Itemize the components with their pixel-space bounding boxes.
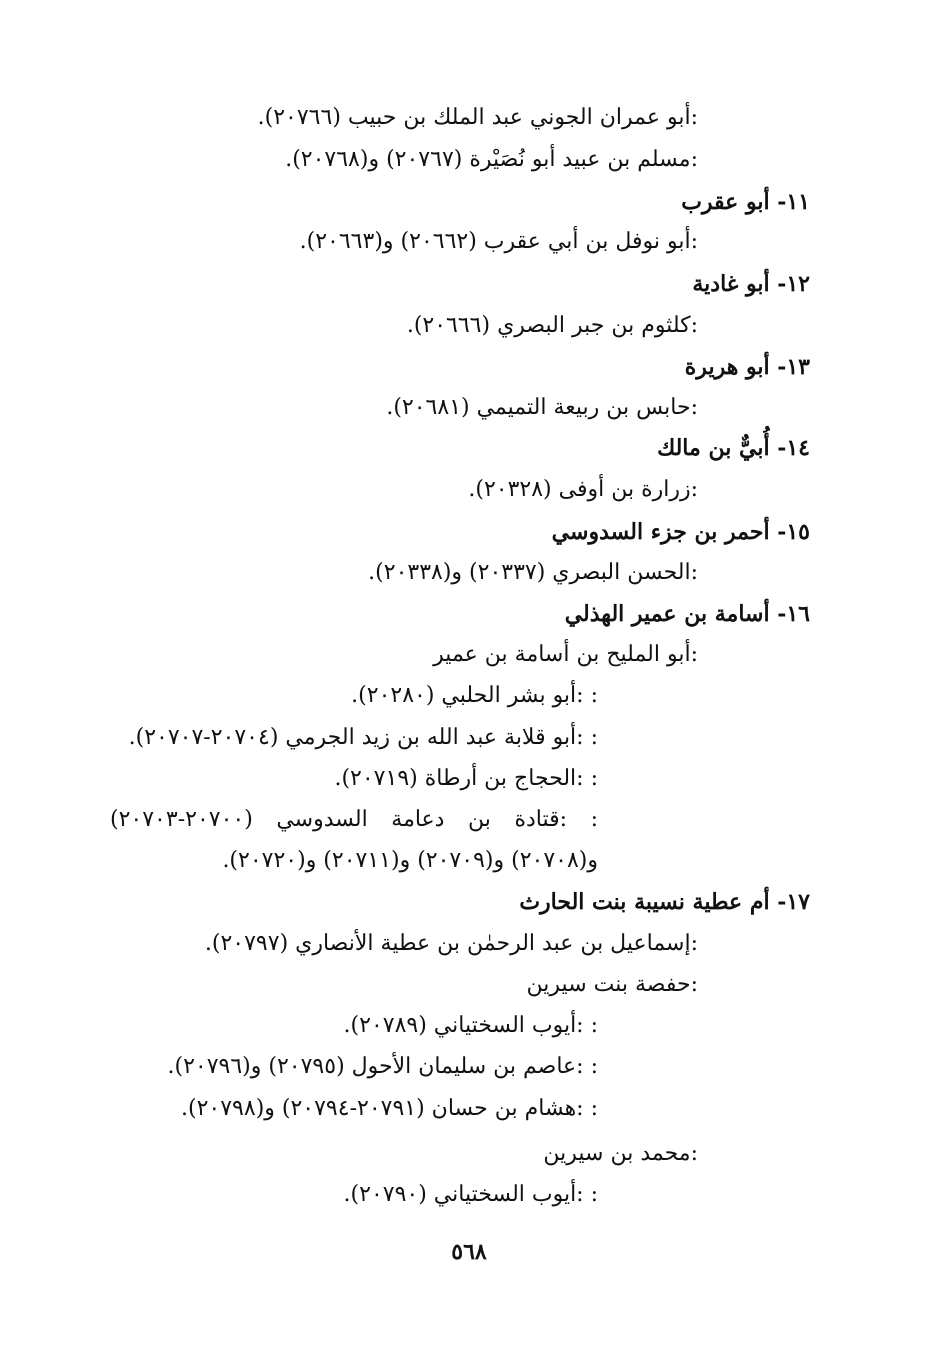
page-number: ٥٦٨	[451, 1239, 487, 1265]
text-line: :أبو المليح بن أسامة بن عمير	[433, 642, 698, 667]
section-heading: ١٦- أسامة بن عمير الهذلي	[564, 601, 810, 627]
text-line: : :أبو بشر الحلبي (٢٠٢٨٠).	[351, 683, 598, 708]
text-line: :محمد بن سيرين	[543, 1141, 698, 1166]
text-line: : :قتادة بن دعامة السدوسي (٢٠٧٠٠-٢٠٧٠٣)	[110, 807, 598, 832]
text-line: : :أيوب السختياني (٢٠٧٩٠).	[343, 1182, 598, 1207]
section-heading: ١١- أبو عقرب	[681, 189, 810, 215]
text-line: :الحسن البصري (٢٠٣٣٧) و(٢٠٣٣٨).	[368, 560, 698, 585]
text-line: :حابس بن ربيعة التميمي (٢٠٦٨١).	[386, 395, 698, 420]
section-heading: ١٢- أبو غادية	[692, 271, 810, 297]
section-heading: ١٧- أم عطية نسيبة بنت الحارث	[519, 889, 810, 915]
text-line: :مسلم بن عبيد أبو نُصَيْرة (٢٠٧٦٧) و(٢٠٧٦٨).	[285, 147, 698, 172]
text-line: :كلثوم بن جبر البصري (٢٠٦٦٦).	[406, 313, 698, 338]
text-line: :أبو نوفل بن أبي عقرب (٢٠٦٦٢) و(٢٠٦٦٣).	[299, 229, 698, 254]
text-line: :إسماعيل بن عبد الرحمٰن بن عطية الأنصاري (٢٠٧٩٧).	[204, 931, 698, 956]
text-line: : :أيوب السختياني (٢٠٧٨٩).	[343, 1013, 598, 1038]
text-line: : :أبو قلابة عبد الله بن زيد الجرمي (٢٠٧٠٤-٢٠٧٠٧).	[128, 725, 598, 750]
text-line: : :عاصم بن سليمان الأحول (٢٠٧٩٥) و(٢٠٧٩٦).	[167, 1054, 598, 1079]
text-line: : :هشام بن حسان (٢٠٧٩١-٢٠٧٩٤) و(٢٠٧٩٨).	[181, 1096, 598, 1121]
text-line: :زرارة بن أوفى (٢٠٣٢٨).	[468, 477, 698, 502]
text-line: و(٢٠٧٠٨) و(٢٠٧٠٩) و(٢٠٧١١) و(٢٠٧٢٠).	[222, 848, 598, 873]
text-line: :أبو عمران الجوني عبد الملك بن حبيب (٢٠٧٦٦).	[257, 105, 698, 130]
section-heading: ١٣- أبو هريرة	[684, 354, 810, 380]
section-heading: ١٥- أحمر بن جزء السدوسي	[551, 519, 810, 545]
section-heading: ١٤- أُبيٌّ بن مالك	[657, 435, 810, 461]
text-line: : :الحجاج بن أرطاة (٢٠٧١٩).	[334, 766, 598, 791]
text-line: :حفصة بنت سيرين	[526, 972, 698, 997]
